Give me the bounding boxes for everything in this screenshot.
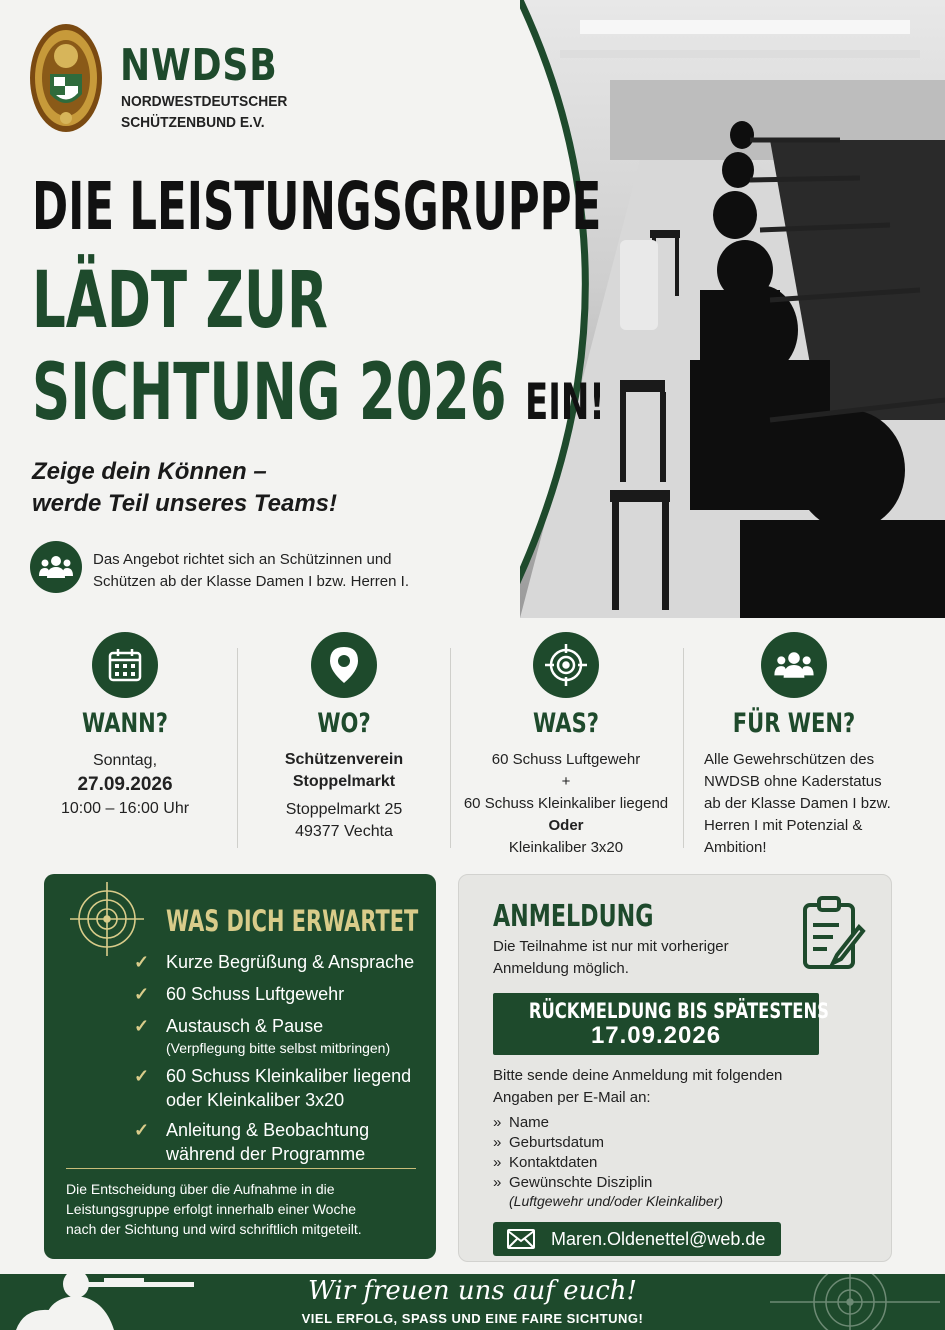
info-where bbox=[234, 632, 454, 843]
what-or: Oder bbox=[548, 817, 584, 834]
calendar-icon bbox=[92, 632, 158, 698]
expect-item-text2: während der Programme bbox=[166, 1144, 366, 1164]
expect-note-line3: nach der Sichtung und wird schriftlich mitgeteilt. bbox=[66, 1221, 362, 1237]
registration-instructions-line1: Bitte sende deine Anmeldung mit folgenden bbox=[493, 1067, 783, 1084]
check-icon: ✓ bbox=[134, 952, 150, 972]
bullet: » bbox=[493, 1134, 502, 1151]
who-line5: Ambition! bbox=[704, 839, 767, 856]
who-title: FÜR WEN? bbox=[732, 708, 856, 739]
check-icon: ✓ bbox=[134, 1120, 150, 1140]
email-address: Maren.Oldenettel@web.de bbox=[551, 1228, 766, 1249]
divider bbox=[66, 1168, 416, 1169]
when-time: 10:00 – 16:00 Uhr bbox=[60, 800, 190, 817]
deadline-label: RÜCKMELDUNG BIS SPÄTESTENS bbox=[528, 999, 829, 1023]
expect-note-line2: Leistungsgruppe erfolgt innerhalb einer Woche bbox=[66, 1201, 357, 1217]
footer-greeting: Wir freuen uns auf euch! bbox=[308, 1276, 637, 1306]
location-pin-icon bbox=[311, 632, 377, 698]
target-icon bbox=[68, 880, 146, 958]
audience-note bbox=[93, 549, 433, 593]
headline-line3 bbox=[32, 348, 605, 438]
what-line1: 60 Schuss Luftgewehr bbox=[491, 751, 641, 768]
headline-line1: DIE LEISTUNGSGRUPPE bbox=[32, 168, 602, 245]
deadline-date: 17.09.2026 bbox=[590, 1022, 722, 1049]
registration-instructions-line2: Angaben per E-Mail an: bbox=[493, 1089, 651, 1106]
list-item bbox=[493, 1113, 549, 1133]
what-line2: 60 Schuss Kleinkaliber liegend bbox=[463, 795, 669, 812]
shooting-range-photo bbox=[520, 0, 945, 618]
info-who bbox=[684, 632, 904, 859]
expect-item-sub: (Verpflegung bitte selbst mitbringen) bbox=[166, 1040, 391, 1056]
registration-title: ANMELDUNG bbox=[493, 899, 654, 934]
org-name-line2: SCHÜTZENBUND E.V. bbox=[121, 114, 265, 131]
headline-line2: LÄDT ZUR bbox=[32, 256, 328, 346]
expect-item bbox=[166, 1014, 390, 1058]
when-day: Sonntag, bbox=[92, 752, 158, 769]
list-item-text: Gewünschte Disziplin bbox=[509, 1174, 653, 1191]
expect-panel bbox=[44, 874, 436, 1259]
nwdsb-emblem-icon bbox=[28, 22, 104, 134]
info-row bbox=[0, 618, 945, 868]
expect-item-text2: oder Kleinkaliber 3x20 bbox=[166, 1090, 345, 1110]
target-icon bbox=[533, 632, 599, 698]
who-line4: Herren I mit Potenzial & bbox=[704, 817, 863, 834]
who-line1: Alle Gewehrschützen des bbox=[704, 751, 875, 768]
expect-item-text: Anleitung & Beobachtung bbox=[166, 1120, 370, 1140]
expect-item-text: Austausch & Pause bbox=[166, 1016, 324, 1036]
what-title: WAS? bbox=[533, 708, 599, 739]
list-item-text: Geburtsdatum bbox=[509, 1134, 605, 1151]
envelope-icon bbox=[507, 1229, 535, 1249]
where-venue-line1: Schützenverein bbox=[284, 751, 404, 768]
info-what bbox=[456, 632, 676, 859]
headline-line3-text: SICHTUNG 2026 bbox=[32, 348, 507, 438]
registration-intro-line2: Anmeldung möglich. bbox=[493, 960, 629, 977]
expect-title: WAS DICH ERWARTET bbox=[166, 904, 419, 938]
expect-note bbox=[66, 1179, 416, 1239]
check-icon: ✓ bbox=[134, 984, 150, 1004]
check-icon: ✓ bbox=[134, 1016, 150, 1036]
bullet: » bbox=[493, 1174, 502, 1191]
bullet: » bbox=[493, 1154, 502, 1171]
when-date: 27.09.2026 bbox=[77, 774, 173, 795]
what-line3: Kleinkaliber 3x20 bbox=[508, 839, 624, 856]
email-link[interactable] bbox=[493, 1222, 781, 1256]
group-icon bbox=[761, 632, 827, 698]
list-item bbox=[493, 1133, 604, 1153]
org-abbreviation: NWDSB bbox=[120, 40, 278, 91]
list-item-text: Name bbox=[509, 1114, 550, 1131]
headline-line3-suffix: EIN! bbox=[524, 373, 605, 431]
expect-item bbox=[166, 1064, 411, 1112]
target-icon bbox=[770, 1274, 940, 1330]
list-item bbox=[493, 1153, 597, 1173]
registration-intro bbox=[493, 936, 763, 980]
tagline-line2: werde Teil unseres Teams! bbox=[32, 490, 338, 517]
expect-note-line1: Die Entscheidung über die Aufnahme in die bbox=[66, 1181, 335, 1197]
expect-item-text: 60 Schuss Kleinkaliber liegend bbox=[166, 1066, 412, 1086]
check-icon: ✓ bbox=[134, 1066, 150, 1086]
divider bbox=[450, 648, 451, 848]
list-item-text: Kontaktdaten bbox=[509, 1154, 598, 1171]
expect-item bbox=[166, 1118, 369, 1166]
bullet: » bbox=[493, 1114, 502, 1131]
list-item bbox=[493, 1173, 652, 1193]
who-line2: NWDSB ohne Kaderstatus bbox=[704, 773, 882, 790]
registration-instructions bbox=[493, 1065, 813, 1109]
clipboard-pen-icon bbox=[799, 893, 869, 973]
footer bbox=[0, 1274, 945, 1330]
who-line3: ab der Klasse Damen I bzw. bbox=[704, 795, 891, 812]
group-icon bbox=[30, 541, 82, 593]
hero-section bbox=[0, 0, 945, 618]
where-venue-line2: Stoppelmarkt bbox=[292, 773, 396, 790]
where-street: Stoppelmarkt 25 bbox=[285, 801, 403, 818]
audience-note-line1: Das Angebot richtet sich an Schützinnen und bbox=[93, 551, 392, 568]
org-name-line1: NORDWESTDEUTSCHER bbox=[121, 93, 288, 110]
deadline-banner bbox=[493, 993, 829, 1055]
expect-item: Kurze Begrüßung & Ansprache bbox=[166, 952, 415, 972]
info-when bbox=[15, 632, 235, 821]
where-city: 49377 Vechta bbox=[295, 823, 393, 840]
where-title: WO? bbox=[317, 708, 371, 739]
expect-item: 60 Schuss Luftgewehr bbox=[166, 984, 345, 1004]
tagline-line1: Zeige dein Können – bbox=[32, 458, 267, 485]
discipline-note: (Luftgewehr und/oder Kleinkaliber) bbox=[509, 1193, 724, 1209]
when-title: WANN? bbox=[81, 708, 169, 739]
audience-note-line2: Schützen ab der Klasse Damen I bzw. Herren I. bbox=[93, 573, 409, 590]
footer-slogan: VIEL ERFOLG, SPASS UND EINE FAIRE SICHTUNG! bbox=[301, 1311, 644, 1326]
what-plus: + bbox=[561, 773, 571, 790]
registration-panel bbox=[458, 874, 892, 1262]
registration-intro-line1: Die Teilnahme ist nur mit vorheriger bbox=[493, 938, 729, 955]
